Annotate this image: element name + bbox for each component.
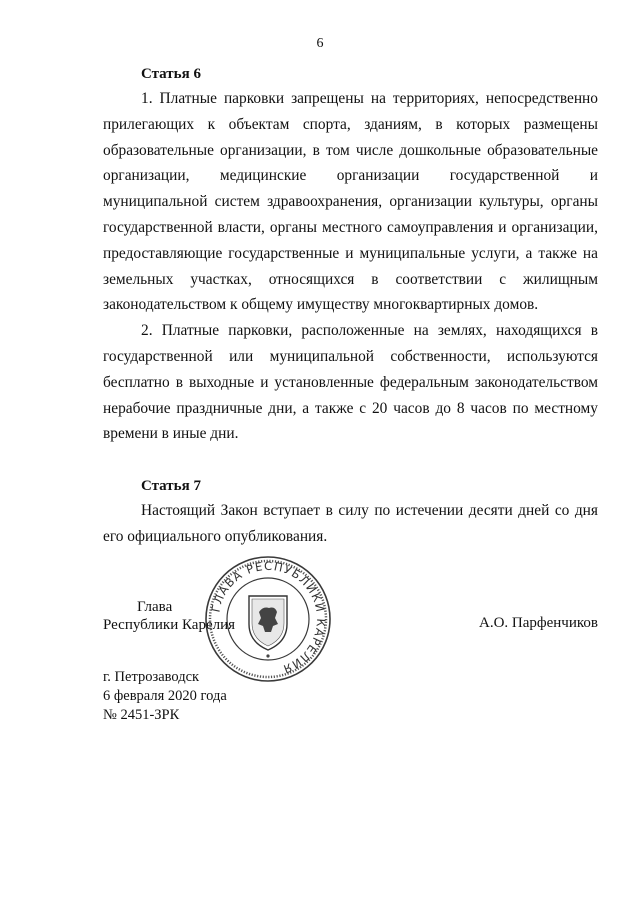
article-6-paragraph-2: 2. Платные парковки, расположенные на землях, находящихся в государственной или муниципальной собственности, используются бесплатно в выходные и установленные федеральным законодательством нерабочие праздничные дни, а также с 20 часов до 8 часов по местному времени в иные дни. [103,322,598,443]
signatory-name: А.О. Парфенчиков [479,615,598,631]
article-7-heading: Статья 7 [141,478,201,494]
signature-title-line-1: Глава [137,599,173,615]
seal-text: ГЛАВА РЕСПУБЛИКИ КАРЕЛИЯ [208,558,329,677]
article-7-body [103,498,598,550]
footer-law-number: № 2451-ЗРК [103,707,180,723]
footer-date: 6 февраля 2020 года [103,688,227,704]
article-6-body [103,86,598,447]
article-6-heading: Статья 6 [141,66,201,82]
footer-city: г. Петрозаводск [103,669,200,685]
signature-title-line-2: Республики Карелия [103,617,236,633]
article-6-paragraph-1: 1. Платные парковки запрещены на территориях, непосредственно прилегающих к объектам спорта, зданиям, в которых размещены образовательные организации, в том числе дошкольные образовательные организации, медицинские организации государственной и муниципальной систем здравоохранения, организации культуры, органы государственной власти, органы местного самоуправления и организации, предоставляющие государственные и муниципальные услуги, а также на земельных участках, относящихся в соответствии с жилищным законодательством к общему имуществу многоквартирных домов. [103,90,598,314]
page-number: 6 [316,36,324,51]
article-7-paragraph-1: Настоящий Закон вступает в силу по истечении десяти дней со дня его официального опубликования. [103,502,598,545]
